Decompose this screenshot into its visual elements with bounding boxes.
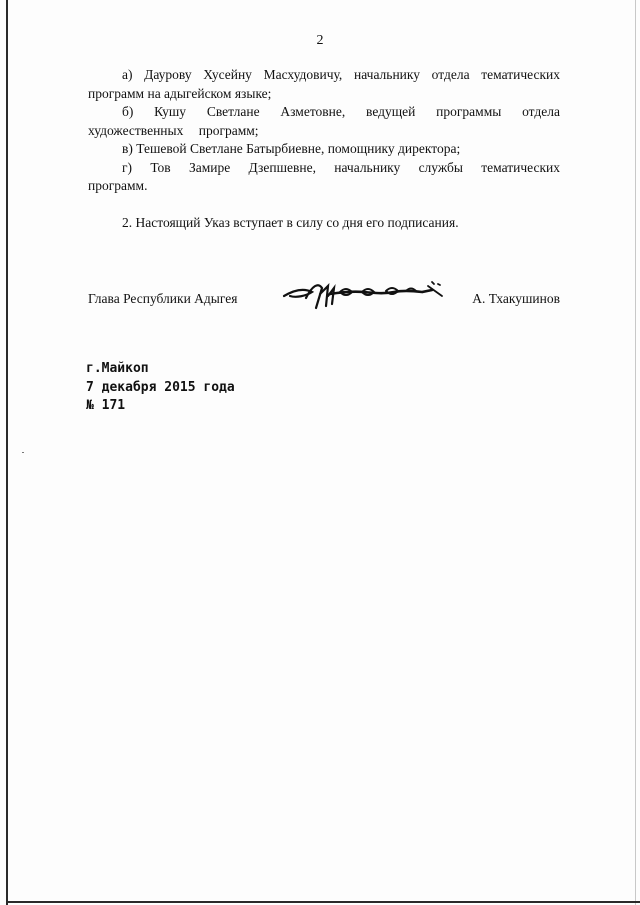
scan-border-bottom [6, 901, 640, 903]
decree-number: № 171 [86, 398, 126, 413]
list-item-a: а) Даурову Хусейну Масхудовичу, начальнику отдела тематических программ на адыгейском языке; [88, 67, 560, 101]
page-number: 2 [316, 33, 324, 48]
issue-place: г.Майкоп [86, 361, 149, 376]
issue-date: 7 декабря 2015 года [86, 379, 235, 395]
scan-speck [22, 452, 24, 453]
decree-body [88, 66, 560, 232]
list-item-b: б) Кушу Светлане Азметовне, ведущей программы отдела художественных программ; [88, 104, 560, 138]
issue-details [86, 360, 235, 416]
signatory-name: А. Тхакушинов [472, 291, 560, 306]
clause-2: 2. Настоящий Указ вступает в силу со дня его подписания. [122, 214, 459, 230]
signatory-title: Глава Республики Адыгея [88, 291, 238, 306]
list-item-v: в) Тешевой Светлане Батырбиевне, помощнику директора; [122, 141, 461, 156]
list-item-g: г) Тов Замире Дзепшевне, начальнику службы тематических программ. [88, 159, 560, 193]
scan-border-right [635, 0, 636, 905]
handwritten-signature [282, 276, 447, 314]
scan-border-left [6, 0, 8, 905]
